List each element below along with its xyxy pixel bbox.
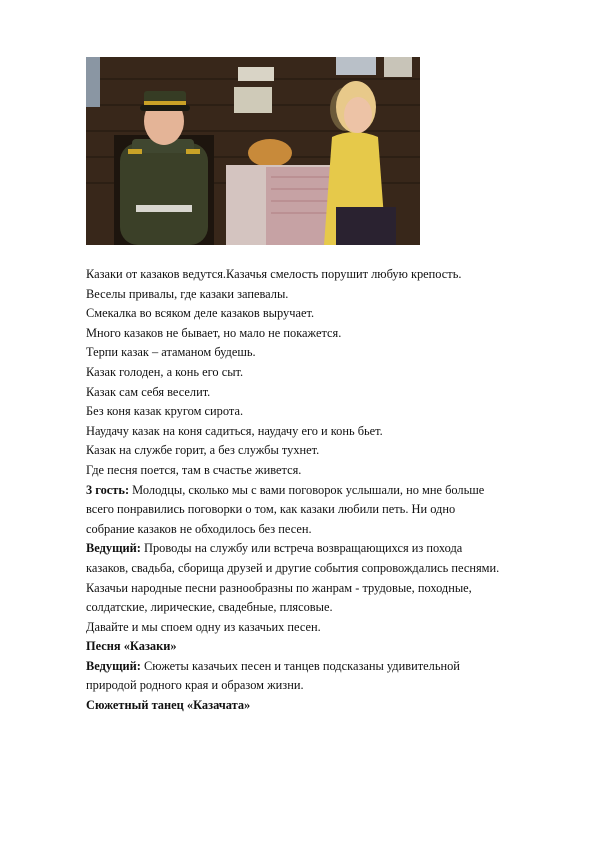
section-heading: Песня «Казаки» [86,639,177,654]
text-line: Ведущий: Проводы на службу или встреча возвращающихся из похода [86,541,463,556]
text-line: Казак сам себя веселит. [86,384,211,399]
text-line: 3 гость: Молодцы, сколько мы с вами поговорок услышали, но мне больше [86,482,485,497]
document-text [86,265,556,716]
text-line: Ведущий: Сюжеты казачьих песен и танцев подсказаны удивительной [86,658,460,673]
speaker-label: Ведущий: [86,658,141,673]
text-line: собрание казаков не обходилось без песен. [86,521,312,536]
photo [86,57,420,245]
text-line: Без коня казак кругом сирота. [86,404,244,419]
text-line: природой родного края и образом жизни. [86,678,304,693]
text-line: Смекалка во всяком деле казаков выручает. [86,306,315,321]
text-line: Казак на службе горит, а без службы тухнет. [86,443,320,458]
text-line: солдатские, лирические, свадебные, плясовые. [86,600,333,615]
text-line: всего понравились поговорки о том, как казаки любили петь. Ни одно [86,502,456,517]
text-line: Много казаков не бывает, но мало не покажется. [86,325,342,340]
cossack-children-photo [86,57,420,245]
section-heading: Сюжетный танец «Казачата» [86,698,251,713]
text-line: Наудачу казак на коня садиться, наудачу его и конь бьет. [86,423,383,438]
text-line: Казачьи народные песни разнообразны по жанрам - трудовые, походные, [86,580,472,595]
text-line: казаков, свадьба, сборища друзей и другие события сопровождались песнями. [86,560,500,575]
text-line: Веселы привалы, где казаки запевалы. [86,286,289,301]
text-line: Казак голоден, а конь его сыт. [86,364,244,379]
text-line: Где песня поется, там в счастье живется. [86,462,302,477]
text-line: Казаки от казаков ведутся.Казачья смелость порушит любую крепость. [86,267,462,281]
text-line [86,696,556,716]
text-line [86,637,556,657]
text-line: Терпи казак – атаманом будешь. [86,345,256,360]
speaker-label: 3 гость: [86,482,130,497]
speaker-label: Ведущий: [86,541,141,556]
text-line: Давайте и мы споем одну из казачьих песен. [86,619,321,634]
